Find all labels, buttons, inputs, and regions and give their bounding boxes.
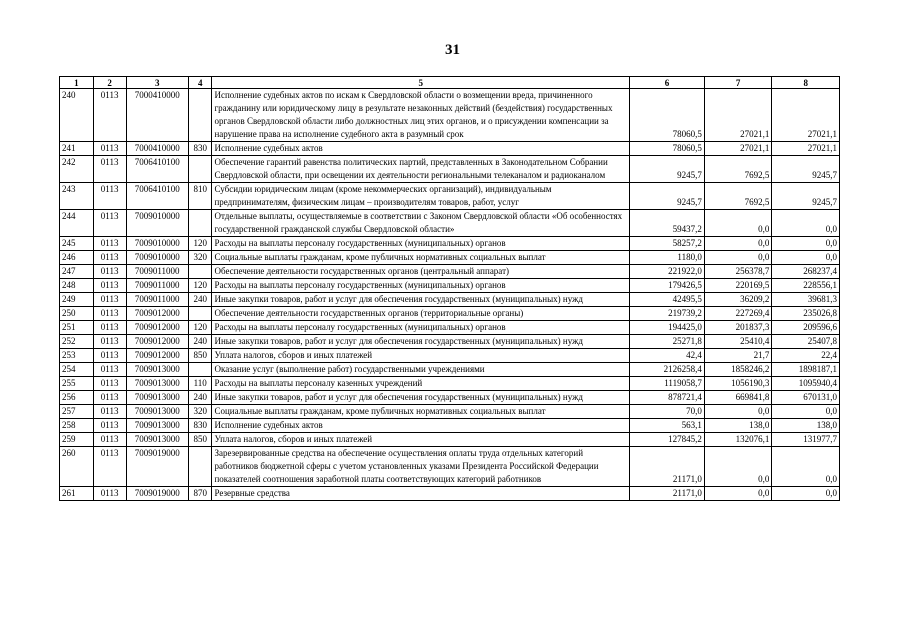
section-code-cell: 0113 bbox=[93, 363, 126, 377]
section-code-cell: 0113 bbox=[93, 251, 126, 265]
amount-col6-cell: 78060,5 bbox=[630, 142, 705, 156]
expense-type-code-cell bbox=[188, 363, 212, 377]
table-row bbox=[60, 487, 840, 501]
amount-col6-cell: 42,4 bbox=[630, 349, 705, 363]
amount-col8-cell: 39681,3 bbox=[772, 293, 840, 307]
amount-col7-cell: 0,0 bbox=[704, 447, 772, 487]
row-number-cell: 259 bbox=[60, 433, 94, 447]
amount-col7-cell: 0,0 bbox=[704, 487, 772, 501]
amount-col7-cell: 36209,2 bbox=[704, 293, 772, 307]
item-name-cell: Резервные средства bbox=[212, 487, 630, 501]
target-article-code-cell: 7009011000 bbox=[126, 265, 188, 279]
amount-col6-cell: 21171,0 bbox=[630, 447, 705, 487]
row-number-cell: 244 bbox=[60, 210, 94, 237]
item-name-cell: Расходы на выплаты персоналу государственных (муниципальных) органов bbox=[212, 279, 630, 293]
amount-col8-cell: 9245,7 bbox=[772, 183, 840, 210]
target-article-code-cell: 7009013000 bbox=[126, 405, 188, 419]
expense-type-code-cell bbox=[188, 447, 212, 487]
expense-type-code-cell: 240 bbox=[188, 335, 212, 349]
section-code-cell: 0113 bbox=[93, 419, 126, 433]
amount-col6-cell: 878721,4 bbox=[630, 391, 705, 405]
amount-col8-cell: 27021,1 bbox=[772, 142, 840, 156]
table-row bbox=[60, 293, 840, 307]
amount-col7-cell: 138,0 bbox=[704, 419, 772, 433]
amount-col8-cell: 228556,1 bbox=[772, 279, 840, 293]
expense-type-code-cell bbox=[188, 307, 212, 321]
amount-col8-cell: 0,0 bbox=[772, 210, 840, 237]
amount-col8-cell: 9245,7 bbox=[772, 156, 840, 183]
section-code-cell: 0113 bbox=[93, 487, 126, 501]
amount-col6-cell: 563,1 bbox=[630, 419, 705, 433]
section-code-cell: 0113 bbox=[93, 349, 126, 363]
row-number-cell: 249 bbox=[60, 293, 94, 307]
table-row bbox=[60, 419, 840, 433]
row-number-cell: 248 bbox=[60, 279, 94, 293]
row-number-cell: 251 bbox=[60, 321, 94, 335]
amount-col6-cell: 21171,0 bbox=[630, 487, 705, 501]
target-article-code-cell: 7009013000 bbox=[126, 391, 188, 405]
amount-col6-cell: 78060,5 bbox=[630, 89, 705, 142]
amount-col8-cell: 0,0 bbox=[772, 487, 840, 501]
expense-type-code-cell: 120 bbox=[188, 237, 212, 251]
target-article-code-cell: 7009012000 bbox=[126, 335, 188, 349]
row-number-cell: 257 bbox=[60, 405, 94, 419]
column-header: 2 bbox=[93, 77, 126, 89]
item-name-cell: Оказание услуг (выполнение работ) государственными учреждениями bbox=[212, 363, 630, 377]
amount-col7-cell: 7692,5 bbox=[704, 183, 772, 210]
row-number-cell: 256 bbox=[60, 391, 94, 405]
target-article-code-cell: 7009010000 bbox=[126, 251, 188, 265]
section-code-cell: 0113 bbox=[93, 321, 126, 335]
expense-type-code-cell: 850 bbox=[188, 433, 212, 447]
row-number-cell: 240 bbox=[60, 89, 94, 142]
row-number-cell: 243 bbox=[60, 183, 94, 210]
target-article-code-cell: 7009012000 bbox=[126, 349, 188, 363]
expense-type-code-cell: 110 bbox=[188, 377, 212, 391]
amount-col6-cell: 59437,2 bbox=[630, 210, 705, 237]
item-name-cell: Социальные выплаты гражданам, кроме публичных нормативных социальных выплат bbox=[212, 405, 630, 419]
expense-type-code-cell: 320 bbox=[188, 251, 212, 265]
row-number-cell: 247 bbox=[60, 265, 94, 279]
section-code-cell: 0113 bbox=[93, 237, 126, 251]
column-header: 1 bbox=[60, 77, 94, 89]
amount-col6-cell: 42495,5 bbox=[630, 293, 705, 307]
amount-col6-cell: 58257,2 bbox=[630, 237, 705, 251]
item-name-cell: Расходы на выплаты персоналу государственных (муниципальных) органов bbox=[212, 321, 630, 335]
table-row bbox=[60, 349, 840, 363]
item-name-cell: Уплата налогов, сборов и иных платежей bbox=[212, 349, 630, 363]
expense-type-code-cell: 830 bbox=[188, 419, 212, 433]
section-code-cell: 0113 bbox=[93, 142, 126, 156]
amount-col8-cell: 0,0 bbox=[772, 251, 840, 265]
amount-col6-cell: 2126258,4 bbox=[630, 363, 705, 377]
row-number-cell: 252 bbox=[60, 335, 94, 349]
section-code-cell: 0113 bbox=[93, 335, 126, 349]
column-header: 3 bbox=[126, 77, 188, 89]
section-code-cell: 0113 bbox=[93, 156, 126, 183]
table-row bbox=[60, 321, 840, 335]
table-row bbox=[60, 251, 840, 265]
section-code-cell: 0113 bbox=[93, 89, 126, 142]
amount-col7-cell: 7692,5 bbox=[704, 156, 772, 183]
item-name-cell: Исполнение судебных актов по искам к Свердловской области о возмещении вреда, причиненного гражданину или юридическому лицу в результате незаконных действий (бездействия) государственных органов Свердловской области либо должностных лиц этих органов, и о присуждении компенсации за нарушение права на исполнение судебного акта в разумный срок bbox=[212, 89, 630, 142]
item-name-cell: Иные закупки товаров, работ и услуг для обеспечения государственных (муниципальных) нужд bbox=[212, 335, 630, 349]
target-article-code-cell: 7009012000 bbox=[126, 307, 188, 321]
expense-type-code-cell: 320 bbox=[188, 405, 212, 419]
expense-type-code-cell: 120 bbox=[188, 279, 212, 293]
expense-type-code-cell: 240 bbox=[188, 293, 212, 307]
table-row bbox=[60, 447, 840, 487]
section-code-cell: 0113 bbox=[93, 293, 126, 307]
row-number-cell: 260 bbox=[60, 447, 94, 487]
column-header: 7 bbox=[704, 77, 772, 89]
target-article-code-cell: 7009019000 bbox=[126, 447, 188, 487]
budget-table bbox=[59, 76, 840, 501]
amount-col7-cell: 1056190,3 bbox=[704, 377, 772, 391]
row-number-cell: 254 bbox=[60, 363, 94, 377]
amount-col7-cell: 669841,8 bbox=[704, 391, 772, 405]
item-name-cell: Социальные выплаты гражданам, кроме публичных нормативных социальных выплат bbox=[212, 251, 630, 265]
item-name-cell: Иные закупки товаров, работ и услуг для обеспечения государственных (муниципальных) нужд bbox=[212, 391, 630, 405]
row-number-cell: 255 bbox=[60, 377, 94, 391]
item-name-cell: Расходы на выплаты персоналу государственных (муниципальных) органов bbox=[212, 237, 630, 251]
item-name-cell: Исполнение судебных актов bbox=[212, 142, 630, 156]
amount-col7-cell: 27021,1 bbox=[704, 142, 772, 156]
section-code-cell: 0113 bbox=[93, 405, 126, 419]
table-row bbox=[60, 391, 840, 405]
amount-col8-cell: 27021,1 bbox=[772, 89, 840, 142]
amount-col8-cell: 209596,6 bbox=[772, 321, 840, 335]
item-name-cell: Обеспечение деятельности государственных органов (центральный аппарат) bbox=[212, 265, 630, 279]
target-article-code-cell: 7009012000 bbox=[126, 321, 188, 335]
table-header bbox=[60, 77, 840, 89]
row-number-cell: 261 bbox=[60, 487, 94, 501]
column-header: 5 bbox=[212, 77, 630, 89]
expense-type-code-cell: 810 bbox=[188, 183, 212, 210]
column-header: 6 bbox=[630, 77, 705, 89]
item-name-cell: Зарезервированные средства на обеспечение осуществления оплаты труда отдельных категорий работников бюджетной сферы с учетом установленных указами Президента Российской Федерации показателей соотношения заработной платы соответствующих категорий работников bbox=[212, 447, 630, 487]
table-row bbox=[60, 279, 840, 293]
row-number-cell: 246 bbox=[60, 251, 94, 265]
section-code-cell: 0113 bbox=[93, 433, 126, 447]
table-row bbox=[60, 433, 840, 447]
item-name-cell: Обеспечение гарантий равенства политических партий, представленных в Законодательном Собрании Свердловской области, при освещении их деятельности региональными телеканалом и радиоканалом bbox=[212, 156, 630, 183]
target-article-code-cell: 7000410000 bbox=[126, 89, 188, 142]
amount-col6-cell: 1180,0 bbox=[630, 251, 705, 265]
table-row bbox=[60, 156, 840, 183]
amount-col7-cell: 201837,3 bbox=[704, 321, 772, 335]
amount-col8-cell: 268237,4 bbox=[772, 265, 840, 279]
table-body bbox=[60, 89, 840, 501]
amount-col6-cell: 70,0 bbox=[630, 405, 705, 419]
amount-col8-cell: 131977,7 bbox=[772, 433, 840, 447]
amount-col7-cell: 1858246,2 bbox=[704, 363, 772, 377]
section-code-cell: 0113 bbox=[93, 265, 126, 279]
amount-col8-cell: 0,0 bbox=[772, 405, 840, 419]
target-article-code-cell: 7009010000 bbox=[126, 210, 188, 237]
table-row bbox=[60, 377, 840, 391]
expense-type-code-cell: 870 bbox=[188, 487, 212, 501]
target-article-code-cell: 7009011000 bbox=[126, 293, 188, 307]
table-row bbox=[60, 307, 840, 321]
table-row bbox=[60, 89, 840, 142]
item-name-cell: Уплата налогов, сборов и иных платежей bbox=[212, 433, 630, 447]
section-code-cell: 0113 bbox=[93, 183, 126, 210]
section-code-cell: 0113 bbox=[93, 391, 126, 405]
amount-col7-cell: 25410,4 bbox=[704, 335, 772, 349]
row-number-cell: 242 bbox=[60, 156, 94, 183]
amount-col8-cell: 25407,8 bbox=[772, 335, 840, 349]
table-row bbox=[60, 405, 840, 419]
amount-col8-cell: 0,0 bbox=[772, 447, 840, 487]
amount-col7-cell: 220169,5 bbox=[704, 279, 772, 293]
amount-col7-cell: 0,0 bbox=[704, 405, 772, 419]
target-article-code-cell: 7009019000 bbox=[126, 487, 188, 501]
row-number-cell: 241 bbox=[60, 142, 94, 156]
target-article-code-cell: 7006410100 bbox=[126, 156, 188, 183]
header-row bbox=[60, 77, 840, 89]
item-name-cell: Отдельные выплаты, осуществляемые в соответствии с Законом Свердловской области «Об особенностях государственной гражданской службы Свердловской области» bbox=[212, 210, 630, 237]
row-number-cell: 253 bbox=[60, 349, 94, 363]
amount-col6-cell: 221922,0 bbox=[630, 265, 705, 279]
section-code-cell: 0113 bbox=[93, 377, 126, 391]
target-article-code-cell: 7009013000 bbox=[126, 433, 188, 447]
amount-col6-cell: 219739,2 bbox=[630, 307, 705, 321]
amount-col8-cell: 670131,0 bbox=[772, 391, 840, 405]
target-article-code-cell: 7009010000 bbox=[126, 237, 188, 251]
amount-col8-cell: 0,0 bbox=[772, 237, 840, 251]
expense-type-code-cell: 120 bbox=[188, 321, 212, 335]
section-code-cell: 0113 bbox=[93, 210, 126, 237]
row-number-cell: 258 bbox=[60, 419, 94, 433]
amount-col7-cell: 0,0 bbox=[704, 237, 772, 251]
row-number-cell: 250 bbox=[60, 307, 94, 321]
target-article-code-cell: 7009013000 bbox=[126, 419, 188, 433]
item-name-cell: Иные закупки товаров, работ и услуг для обеспечения государственных (муниципальных) нужд bbox=[212, 293, 630, 307]
amount-col6-cell: 9245,7 bbox=[630, 156, 705, 183]
column-header: 4 bbox=[188, 77, 212, 89]
target-article-code-cell: 7006410100 bbox=[126, 183, 188, 210]
amount-col6-cell: 179426,5 bbox=[630, 279, 705, 293]
table-row bbox=[60, 363, 840, 377]
row-number-cell: 245 bbox=[60, 237, 94, 251]
item-name-cell: Исполнение судебных актов bbox=[212, 419, 630, 433]
item-name-cell: Расходы на выплаты персоналу казенных учреждений bbox=[212, 377, 630, 391]
amount-col8-cell: 1898187,1 bbox=[772, 363, 840, 377]
expense-type-code-cell bbox=[188, 210, 212, 237]
target-article-code-cell: 7009013000 bbox=[126, 377, 188, 391]
expense-type-code-cell: 240 bbox=[188, 391, 212, 405]
amount-col8-cell: 138,0 bbox=[772, 419, 840, 433]
table-row bbox=[60, 265, 840, 279]
section-code-cell: 0113 bbox=[93, 447, 126, 487]
amount-col8-cell: 1095940,4 bbox=[772, 377, 840, 391]
item-name-cell: Обеспечение деятельности государственных органов (территориальные органы) bbox=[212, 307, 630, 321]
item-name-cell: Субсидии юридическим лицам (кроме некоммерческих организаций), индивидуальным предпринимателям, физическим лицам – производителям товаров, работ, услуг bbox=[212, 183, 630, 210]
amount-col7-cell: 0,0 bbox=[704, 251, 772, 265]
expense-type-code-cell: 850 bbox=[188, 349, 212, 363]
amount-col7-cell: 227269,4 bbox=[704, 307, 772, 321]
expense-type-code-cell: 830 bbox=[188, 142, 212, 156]
target-article-code-cell: 7009011000 bbox=[126, 279, 188, 293]
amount-col6-cell: 194425,0 bbox=[630, 321, 705, 335]
expense-type-code-cell bbox=[188, 156, 212, 183]
amount-col6-cell: 127845,2 bbox=[630, 433, 705, 447]
amount-col6-cell: 1119058,7 bbox=[630, 377, 705, 391]
column-header: 8 bbox=[772, 77, 840, 89]
table-row bbox=[60, 237, 840, 251]
section-code-cell: 0113 bbox=[93, 307, 126, 321]
target-article-code-cell: 7009013000 bbox=[126, 363, 188, 377]
amount-col7-cell: 27021,1 bbox=[704, 89, 772, 142]
table-row bbox=[60, 335, 840, 349]
amount-col6-cell: 25271,8 bbox=[630, 335, 705, 349]
table-row bbox=[60, 210, 840, 237]
amount-col8-cell: 235026,8 bbox=[772, 307, 840, 321]
target-article-code-cell: 7000410000 bbox=[126, 142, 188, 156]
amount-col7-cell: 21,7 bbox=[704, 349, 772, 363]
table-row bbox=[60, 183, 840, 210]
expense-type-code-cell bbox=[188, 265, 212, 279]
section-code-cell: 0113 bbox=[93, 279, 126, 293]
amount-col7-cell: 256378,7 bbox=[704, 265, 772, 279]
table-row bbox=[60, 142, 840, 156]
amount-col7-cell: 0,0 bbox=[704, 210, 772, 237]
amount-col6-cell: 9245,7 bbox=[630, 183, 705, 210]
page-number: 31 bbox=[445, 42, 460, 58]
expense-type-code-cell bbox=[188, 89, 212, 142]
amount-col7-cell: 132076,1 bbox=[704, 433, 772, 447]
amount-col8-cell: 22,4 bbox=[772, 349, 840, 363]
